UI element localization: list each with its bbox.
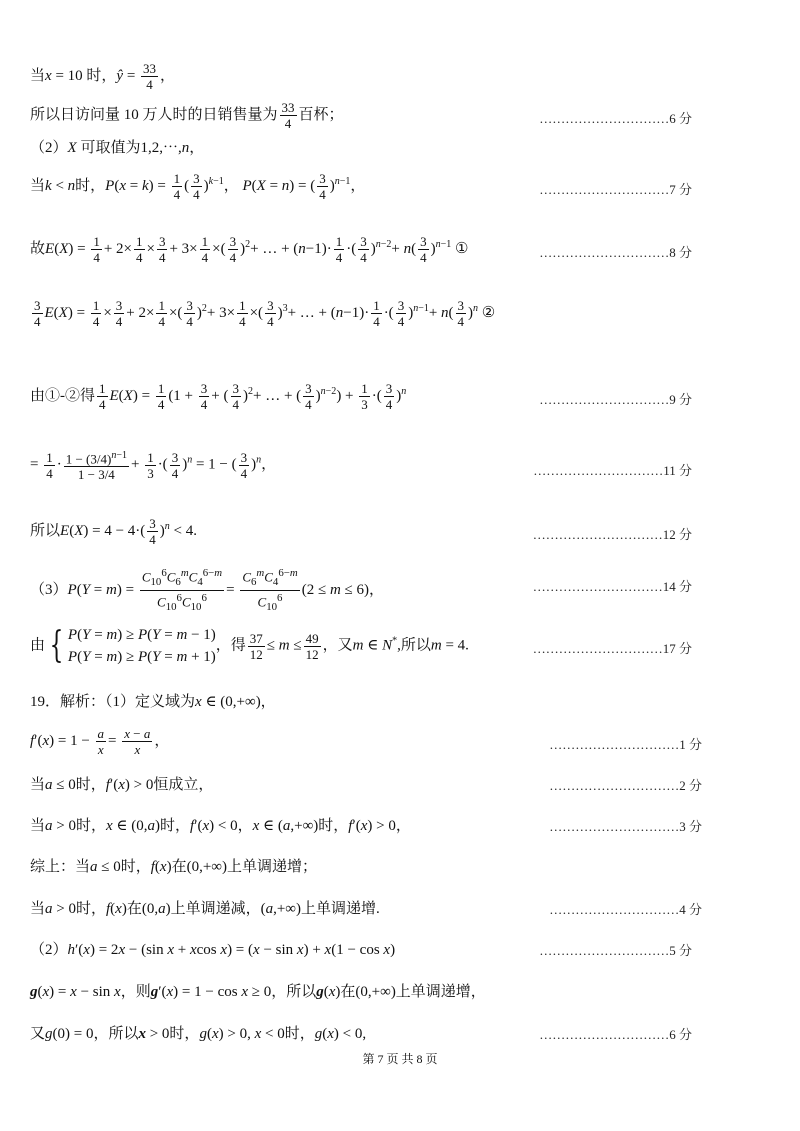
line-2 — [0, 134, 800, 160]
line-19 — [0, 1022, 800, 1048]
line-17 — [0, 938, 800, 964]
line-10-score: …………………………17 分 — [532, 641, 692, 656]
line-14-text: 当a > 0时，x ∈ (0,a)时，f′(x) < 0，x ∈ (a,+∞)时，f′(x) > 0， — [30, 818, 411, 834]
line-18 — [0, 980, 800, 1006]
line-5 — [0, 292, 800, 336]
line-6 — [0, 375, 800, 419]
line-3-score: …………………………7 分 — [539, 182, 692, 197]
line-3 — [0, 165, 800, 209]
line-4 — [0, 228, 800, 272]
line-7 — [0, 440, 800, 504]
line-13 — [0, 773, 800, 799]
line-4-text: 故E(X) = $\frac{1}{4}$ + 2× $\frac{1}{4}$ × $\frac{3}{4}$ + 3× $\frac{1}{4}$ ×( $\frac{3}{4}$ )$^2$+ … + (n−1)· $\frac{1}{4}$ ·( $\frac{3}{4}$ )$^{n-2}$+ n( $\frac{3}{4}$ )$^{n-1}$ ① — [30, 234, 469, 265]
line-13-score: …………………………2 分 — [549, 778, 702, 793]
line-11 — [0, 688, 800, 714]
line-18-text: g(x) = x − sin x，则g′(x) = 1 − cos x ≥ 0，所以g(x)在(0,+∞)上单调递增， — [30, 984, 486, 1000]
line-17-score: …………………………5 分 — [539, 943, 692, 958]
line-15 — [0, 855, 800, 881]
line-16-text: 当a > 0时，f(x)在(0,a)上单调递减，(a,+∞)上单调递增. — [30, 901, 380, 917]
line-1-text: 所以日访问量 10 万人时的日销售量为 $\frac{33}{4}$ 百杯； — [30, 100, 344, 131]
line-17-text: （2）h′(x) = 2x − (sin x + xcos x) = (x − sin x) + x(1 − cos x) — [30, 942, 396, 958]
line-5-text: $\frac{3}{4}$ E(X) = $\frac{1}{4}$ × $\frac{3}{4}$ + 2× $\frac{1}{4}$ ×( $\frac{3}{4}$ )$^2$+ 3× $\frac{1}{4}$ ×( $\frac{3}{4}$ )$^3$+ … + (n−1)· $\frac{1}{4}$ ·( $\frac{3}{4}$ )$^{n-1}$+ n( $\frac{3}{4}$ )$^n$ ② — [34, 298, 496, 329]
line-9-text: （3）P(Y = m) = $\frac{C_{10}^6C_6^mC_4^{6-m}}{C_{10}^6C_{10}^6}$ = $\frac{C_6^mC_4^{6-m}}{C_{10}^6}$ (2 ≤ m ≤ 6)， — [30, 567, 385, 613]
line-10-text: 由 { P(Y = m) ≥ P(Y = m − 1) P(Y = m) ≥ P(Y = m + 1)，得 $\frac{37}{12}$ ≤ m ≤ $\frac{49}{12}$ ，又m ∈ N*,所以m = 4. — [30, 625, 469, 666]
line-1-score: …………………………6 分 — [539, 111, 692, 126]
line-6-text: 由①-②得 $\frac{1}{4}$ E(X) = $\frac{1}{4}$ (1 + $\frac{3}{4}$ + ( $\frac{3}{4}$ )$^2$+ … + ( $\frac{3}{4}$ )$^{n-2}$) + $\frac{1}{3}$ ·( $\frac{3}{4}$ )$^n$ — [30, 381, 407, 412]
line-12-text: f′(x) = 1 − $\frac{a}{x}$ = $\frac{x - a}{x}$ ， — [30, 726, 170, 757]
line-7-score: …………………………11 分 — [533, 463, 692, 478]
line-16-score: …………………………4 分 — [549, 902, 702, 917]
line-19-text: 又g(0) = 0，所以x > 0时，g(x) > 0, x < 0时，g(x) < 0, — [30, 1026, 367, 1042]
page-footer: 第 7 页 共 8 页 — [362, 1052, 438, 1066]
line-9-score: …………………………14 分 — [532, 579, 692, 594]
line-6-score: …………………………9 分 — [539, 392, 692, 407]
line-1 — [0, 94, 800, 134]
line-11-text: 19．解析：（1）定义域为x ∈ (0,+∞)， — [30, 694, 276, 710]
line-12 — [0, 722, 800, 766]
line-7-text: = $\frac{1}{4}$ · $\frac{1 - (3/4)^{n-1}}{1 - 3/4}$ + $\frac{1}{3}$ ·( $\frac{3}{4}$ )$^n$ = 1 − ( $\frac{3}{4}$ )$^n$， — [30, 449, 277, 483]
line-15-text: 综上：当a ≤ 0时，f(x)在(0,+∞)上单调递增； — [30, 859, 317, 875]
line-12-score: …………………………1 分 — [549, 737, 702, 752]
line-2-text: （2）X 可取值为1,2,⋯,n， — [30, 140, 205, 156]
line-0 — [0, 55, 800, 95]
line-14-score: …………………………3 分 — [549, 819, 702, 834]
line-19-score: …………………………6 分 — [539, 1027, 692, 1042]
line-16 — [0, 897, 800, 923]
line-8 — [0, 512, 800, 552]
line-4-score: …………………………8 分 — [539, 245, 692, 260]
line-8-text: 所以E(X) = 4 − 4·( $\frac{3}{4}$ )$^n$ < 4. — [30, 516, 197, 547]
line-9 — [0, 562, 800, 613]
line-8-score: …………………………12 分 — [532, 527, 692, 542]
line-10 — [0, 622, 800, 672]
line-13-text: 当a ≤ 0时，f′(x) > 0恒成立， — [30, 777, 214, 793]
line-0-text: 当x = 10 时，ŷ = $\frac{33}{4}$ ， — [30, 61, 176, 92]
line-3-text: 当k < n时，P(x = k) = $\frac{1}{4}$ ( $\frac{3}{4}$ )$^{k-1}$， P(X = n) = ( $\frac{3}{4}$ )$^{n-1}$， — [30, 171, 366, 202]
line-14 — [0, 814, 800, 840]
